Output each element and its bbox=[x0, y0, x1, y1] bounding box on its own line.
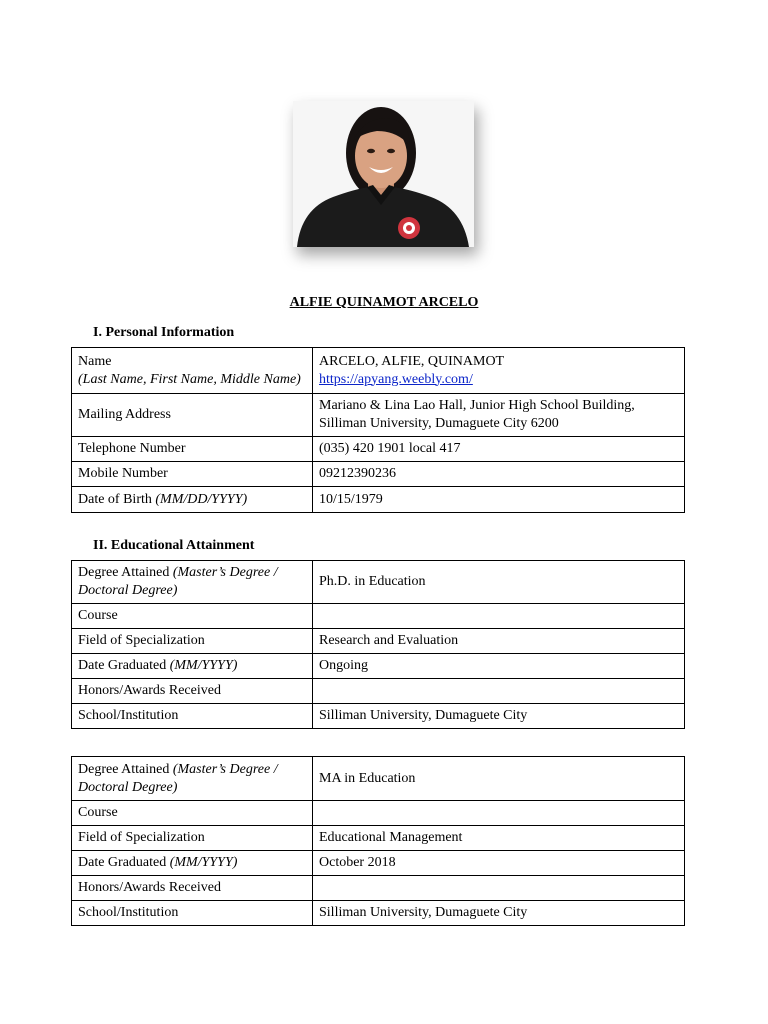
date-value: Ongoing bbox=[313, 654, 685, 679]
date-hint: (MM/YYYY) bbox=[169, 855, 238, 870]
table-row bbox=[72, 826, 685, 851]
education-table-1 bbox=[71, 560, 685, 729]
school-value: Silliman University, Dumaguete City bbox=[313, 901, 685, 926]
degree-hint: (Master’s Degree / Doctoral Degree) bbox=[78, 565, 278, 598]
table-row bbox=[72, 348, 685, 394]
personal-info-table bbox=[71, 347, 685, 513]
table-row bbox=[72, 876, 685, 901]
telephone-value: (035) 420 1901 local 417 bbox=[313, 437, 685, 462]
website-link[interactable]: https://apyang.weebly.com/ bbox=[319, 371, 473, 387]
honors-label: Honors/Awards Received bbox=[72, 679, 313, 704]
degree-label-cell bbox=[72, 561, 313, 604]
mailing-value-cell bbox=[313, 394, 685, 437]
date-label: Date Graduated bbox=[78, 658, 167, 673]
school-label: School/Institution bbox=[72, 704, 313, 729]
table-row bbox=[72, 604, 685, 629]
personal-info-heading: I. Personal Information bbox=[93, 325, 235, 340]
course-value bbox=[313, 801, 685, 826]
date-label: Date Graduated bbox=[78, 855, 167, 870]
honors-value bbox=[313, 679, 685, 704]
table-row bbox=[72, 654, 685, 679]
course-label: Course bbox=[72, 801, 313, 826]
table-row bbox=[72, 561, 685, 604]
date-hint: (MM/YYYY) bbox=[169, 658, 238, 673]
mailing-label: Mailing Address bbox=[72, 394, 313, 437]
table-row bbox=[72, 394, 685, 437]
course-label: Course bbox=[72, 604, 313, 629]
table-row bbox=[72, 901, 685, 926]
date-value: October 2018 bbox=[313, 851, 685, 876]
table-row bbox=[72, 679, 685, 704]
date-label-cell bbox=[72, 654, 313, 679]
field-label: Field of Specialization bbox=[72, 629, 313, 654]
course-value bbox=[313, 604, 685, 629]
honors-value bbox=[313, 876, 685, 901]
degree-label: Degree Attained bbox=[78, 761, 170, 777]
profile-photo bbox=[293, 101, 474, 247]
field-value: Educational Management bbox=[313, 826, 685, 851]
degree-value: MA in Education bbox=[313, 757, 685, 801]
field-label: Field of Specialization bbox=[72, 826, 313, 851]
dob-label-cell bbox=[72, 487, 313, 513]
document-title: ALFIE QUINAMOT ARCELO bbox=[289, 295, 479, 310]
honors-label: Honors/Awards Received bbox=[72, 876, 313, 901]
dob-format-hint: (MM/DD/YYYY) bbox=[155, 491, 248, 507]
school-label: School/Institution bbox=[72, 901, 313, 926]
table-row bbox=[72, 462, 685, 487]
table-row bbox=[72, 851, 685, 876]
education-table-2 bbox=[71, 756, 685, 926]
degree-hint: (Master’s Degree / Doctoral Degree) bbox=[78, 761, 278, 795]
name-format-hint: (Last Name, First Name, Middle Name) bbox=[78, 371, 301, 387]
telephone-label: Telephone Number bbox=[72, 437, 313, 462]
mailing-line-2: Silliman University, Dumaguete City 6200 bbox=[319, 416, 559, 431]
field-value: Research and Evaluation bbox=[313, 629, 685, 654]
table-row bbox=[72, 704, 685, 729]
name-value: ARCELO, ALFIE, QUINAMOT bbox=[319, 353, 505, 369]
table-row bbox=[72, 757, 685, 801]
dob-label: Date of Birth bbox=[78, 491, 152, 507]
table-row bbox=[72, 629, 685, 654]
degree-label: Degree Attained bbox=[78, 565, 170, 580]
mobile-label: Mobile Number bbox=[72, 462, 313, 487]
date-label-cell bbox=[72, 851, 313, 876]
mailing-line-1: Mariano & Lina Lao Hall, Junior High School Building, bbox=[319, 398, 635, 413]
name-label: Name bbox=[78, 353, 112, 369]
degree-label-cell bbox=[72, 757, 313, 801]
table-row bbox=[72, 487, 685, 513]
table-row bbox=[72, 801, 685, 826]
name-label-cell bbox=[72, 348, 313, 394]
school-value: Silliman University, Dumaguete City bbox=[313, 704, 685, 729]
mobile-value: 09212390236 bbox=[313, 462, 685, 487]
name-value-cell bbox=[313, 348, 685, 394]
table-row bbox=[72, 437, 685, 462]
dob-value: 10/15/1979 bbox=[313, 487, 685, 513]
education-heading: II. Educational Attainment bbox=[93, 538, 255, 553]
degree-value: Ph.D. in Education bbox=[313, 561, 685, 604]
